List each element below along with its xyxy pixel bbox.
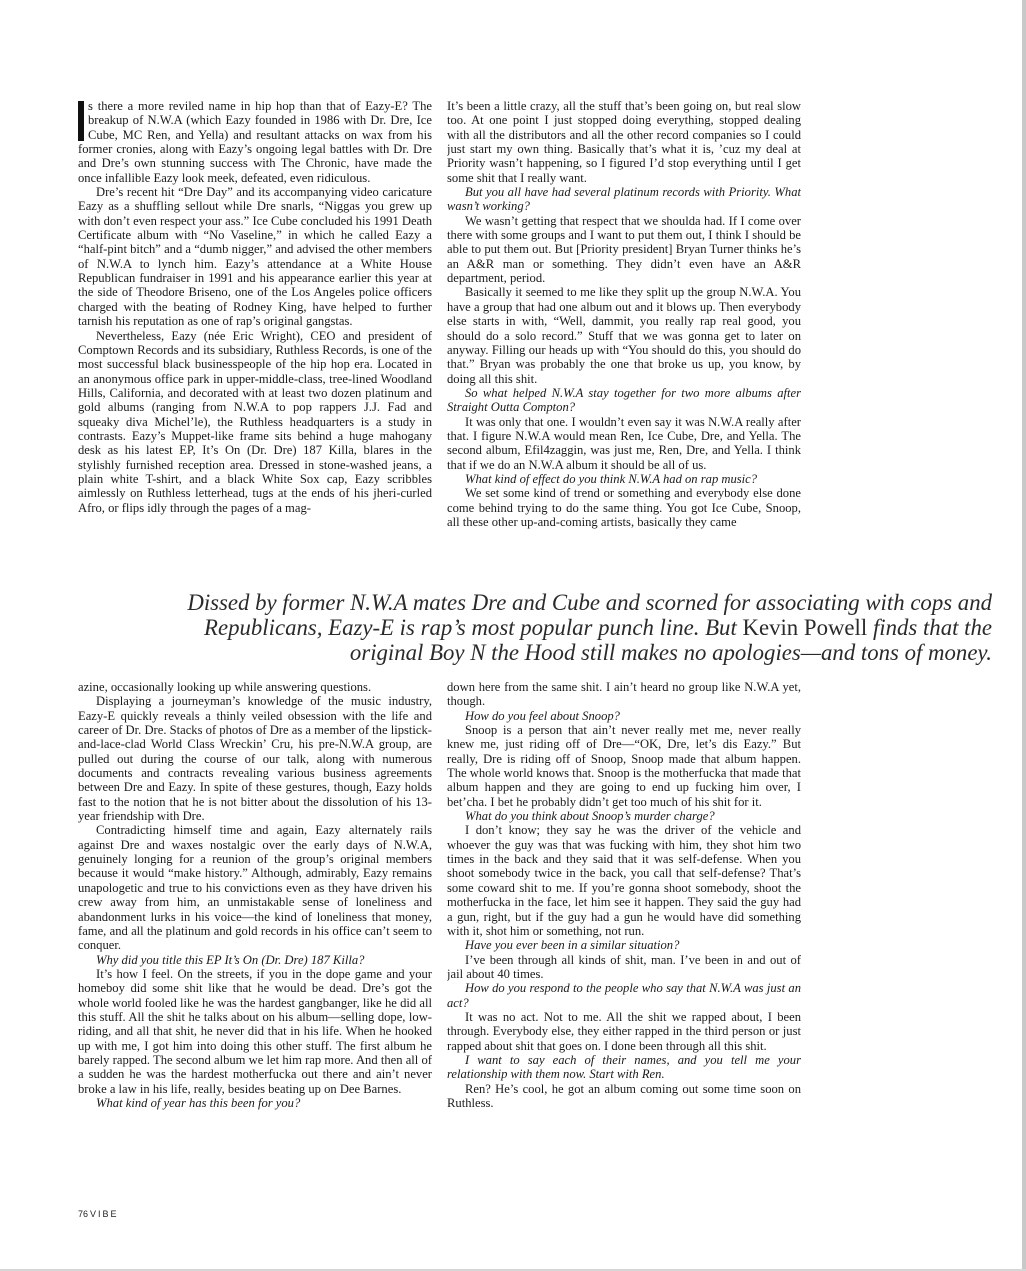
article-paragraph: It’s how I feel. On the streets, if you in the dope game and your homeboy did some shit like that he would be dead. Dre’s got the whole world fooled like he was the hardest gangbanger, like he did all this stuff. All the shit he talks about on his album—selling dope, low-riding, and all that shit, he never did that in his life. When he hooked up with me, I got him into doing this other stuff. The first album he barely rapped. The second album we let him rap more. And then all of a sudden he was the hardest motherfucka out there and ain’t never broke a law in his life, really, besides beating up on Dee Barnes. [78, 966, 432, 1096]
article-paragraph [78, 99, 432, 185]
article-paragraph: down here from the same shit. I ain’t heard no group like N.W.A yet, though. [447, 680, 801, 709]
article-paragraph: Displaying a journeyman’s knowledge of the music industry, Eazy-E quickly reveals a thinly veiled obsession with the life and career of Dr. Dre. Stacks of photos of Dre as a member of the lipstick-and-lace-clad World Class Wreckin’ Cru, his pre-N.W.A group, are pulled out during the course of our talk, along with numerous documents and contracts revealing various business agreements between Dre and Eazy. In spite of these gestures, though, Eazy holds fast to the notion that he is not bitter about the dissolution of his 13-year friendship with Dre. [78, 694, 432, 824]
interview-question: What do you think about Snoop’s murder charge? [465, 809, 715, 824]
drop-cap-i [78, 101, 84, 141]
interview-question: But you all have had several platinum records with Priority. What wasn’t working? [447, 185, 801, 214]
article-paragraph: azine, occasionally looking up while answering questions. [78, 680, 372, 694]
article-paragraph: Dre’s recent hit “Dre Day” and its accompanying video caricature Eazy as a shuffling sellout while Dre snarls, “Niggas you grew up with don’t even respect your ass.” Ice Cube concluded his 1991 Death Certificate album with “No Vaseline,” in which he called Eazy a “half-pint bitch” and a “dumb nigger,” and advised the other members of N.W.A to lynch him. Eazy’s attendance at a White House Republican fundraiser in 1991 and his appearance earlier this year at the side of Theodore Briseno, one of the Los Angeles police officers charged with the beating of Rodney King, have helped to further tarnish his reputation as one of rap’s original gangstas. [78, 185, 432, 329]
magazine-name: VIBE [90, 1209, 119, 1219]
page-number: 76 [78, 1209, 89, 1219]
article-paragraph: Contradicting himself time and again, Eazy alternately rails against Dre and waxes nostalgic over the early days of N.W.A, genuinely longing for a reunion of the group’s original members because it would “make history.” Although, admirably, Eazy remains unapologetic and true to his convictions even as they have driven his crew away from him, an unmistakable sense of loneliness and abandonment lurks in his voice—the kind of loneliness that money, fame, and all the platinum and gold records in his office can’t seem to conquer. [78, 823, 432, 953]
article-paragraph: Nevertheless, Eazy (née Eric Wright), CEO and president of Comptown Records and its subsidiary, Ruthless Records, is one of the most successful black businesspeople of the hip hop era. Located in an anonymous office park in upper-middle-class, tree-lined Woodland Hills, California, and decorated with at least two dozen platinum and gold albums (ranging from N.W.A to pop rappers J.J. Fad and squeaky diva Michel’le), the Ruthless headquarters is a study in contrasts. Eazy’s Muppet-like frame sits behind a huge mahogany desk as his latest EP, It’s On (Dr. Dre) 187 Killa, blares in the stylishly furnished reception area. Dressed in stone-washed jeans, a plain white T-shirt, and a black White Sox cap, Eazy scribbles aimlessly on Ruthless letterhead, tugs at the ends of his jheri-curled Afro, or flips idly through the pages of a mag- [78, 328, 432, 515]
page-edge-shadow [1022, 0, 1026, 1271]
interview-question: How do you respond to the people who say that N.W.A was just an act? [447, 981, 801, 1010]
article-column-bottom-right [447, 680, 801, 1178]
pull-quote [150, 590, 992, 665]
article-column-top-right [447, 99, 801, 587]
article-paragraph: It was no act. Not to me. All the shit we rapped about, I been through. Everybody else, they either rapped in the third person or just rapped about shit that goes on. I done been through all this shit. [447, 1009, 801, 1053]
interview-question: How do you feel about Snoop? [465, 708, 620, 723]
article-paragraph: I don’t know; they say he was the driver of the vehicle and whoever the guy was that was fucking with him, they shot him two times in the back and they said that it was self-defense. When you shoot somebody twice in the back, you call that self-defense? That’s some coward shit to me. If you’re gonna shoot somebody, shoot the motherfucka in the face, let him see it happen. They said the guy had a gun, right, but if the guy had a gun he would have did something with it, shot him or something, not run. [447, 823, 801, 938]
article-paragraph: It’s been a little crazy, all the stuff that’s been going on, but real slow too. At one point I just stopped doing everything, stopped dealing with all the distributors and all the other record companies so I could just start my own thing. Basically that’s what it is, ’cuz my deal at Priority wasn’t happening, so I figured I’d stop everything until I get some shit that I really want. [447, 99, 801, 185]
article-paragraph: I’ve been through all kinds of shit, man. I’ve been in and out of jail about 40 times. [447, 952, 801, 981]
page-footer [78, 1209, 119, 1219]
pull-quote-text: Dissed by former N.W.A mates Dre and Cube and scorned for associating with cops and Republicans, Eazy-E is rap’s most popular punch line. But [187, 590, 992, 640]
interview-question: Why did you title this EP It’s On (Dr. Dre) 187 Killa? [96, 952, 365, 967]
paragraph-text: s there a more reviled name in hip hop than that of Eazy-E? The breakup of N.W.A (which Eazy founded in 1986 with Dr. Dre, Ice Cube, MC Ren, and Yella) and resultant attacks on wax from his former cronies, along with Eazy’s ongoing legal battles with Dr. Dre and Dre’s own stunning success with The Chronic, have made the once infallible Eazy look meek, defeated, even ridiculous. [78, 99, 432, 185]
interview-question: I want to say each of their names, and you tell me your relationship with them now. Start with Ren. [447, 1052, 801, 1082]
article-paragraph: We wasn’t getting that respect that we shoulda had. If I come over there with some groups and I want to put them out, I think I should be able to put them out. But [Priority president] Bryan Turner thinks he’s an A&R man or something. They didn’t even have an A&R department, period. [447, 213, 801, 286]
author-name: Kevin Powell [742, 615, 868, 640]
article-paragraph: We set some kind of trend or something and everybody else done come behind trying to do the same thing. You got Ice Cube, Snoop, all these other up-and-coming artists, basically they came [447, 486, 801, 529]
article-column-bottom-left [78, 680, 432, 1178]
article-column-top-left [78, 99, 432, 587]
article-paragraph: Basically it seemed to me like they split up the group N.W.A. You have a group that had one album out and it blows up. Then everybody else starts in with, “Well, dammit, you really rap real good, you should do a solo record.” Stuff that we was gonna get to later on anyway. Filling our heads up with “You should do this, you should do that.” Bryan was probably the one that broke us up, you know, by doing all this shit. [447, 285, 801, 386]
interview-question: What kind of year has this been for you? [96, 1095, 301, 1110]
interview-question: What kind of effect do you think N.W.A had on rap music? [465, 471, 758, 486]
interview-question: So what helped N.W.A stay together for two more albums after Straight Outta Compton? [447, 385, 801, 415]
article-paragraph: Ren? He’s cool, he got an album coming out some time soon on Ruthless. [447, 1081, 801, 1110]
pull-quote-tail: finds that the original Boy N the Hood still makes no apologies—and tons of money. [349, 615, 992, 665]
article-paragraph: It was only that one. I wouldn’t even say it was N.W.A really after that. I figure N.W.A would mean Ren, Ice Cube, Dre, and Yella. The second album, Efil4zaggin, was just me, Ren, Dre, and Yella. I think that if we do an N.W.A album it should be all of us. [447, 414, 801, 472]
interview-question: Have you ever been in a similar situation? [465, 938, 680, 953]
article-paragraph: Snoop is a person that ain’t never really met me, never really knew me, just riding off of Dre—“OK, Dre, let’s dis Eazy.” But really, Dre is riding off of Snoop, Snoop made that album happen. The whole world knows that. Snoop is the motherfucka that made that album happen and they are going to end up fucking him over, I bet’cha. I bet he probably didn’t get too much of his shit for it. [447, 723, 801, 809]
